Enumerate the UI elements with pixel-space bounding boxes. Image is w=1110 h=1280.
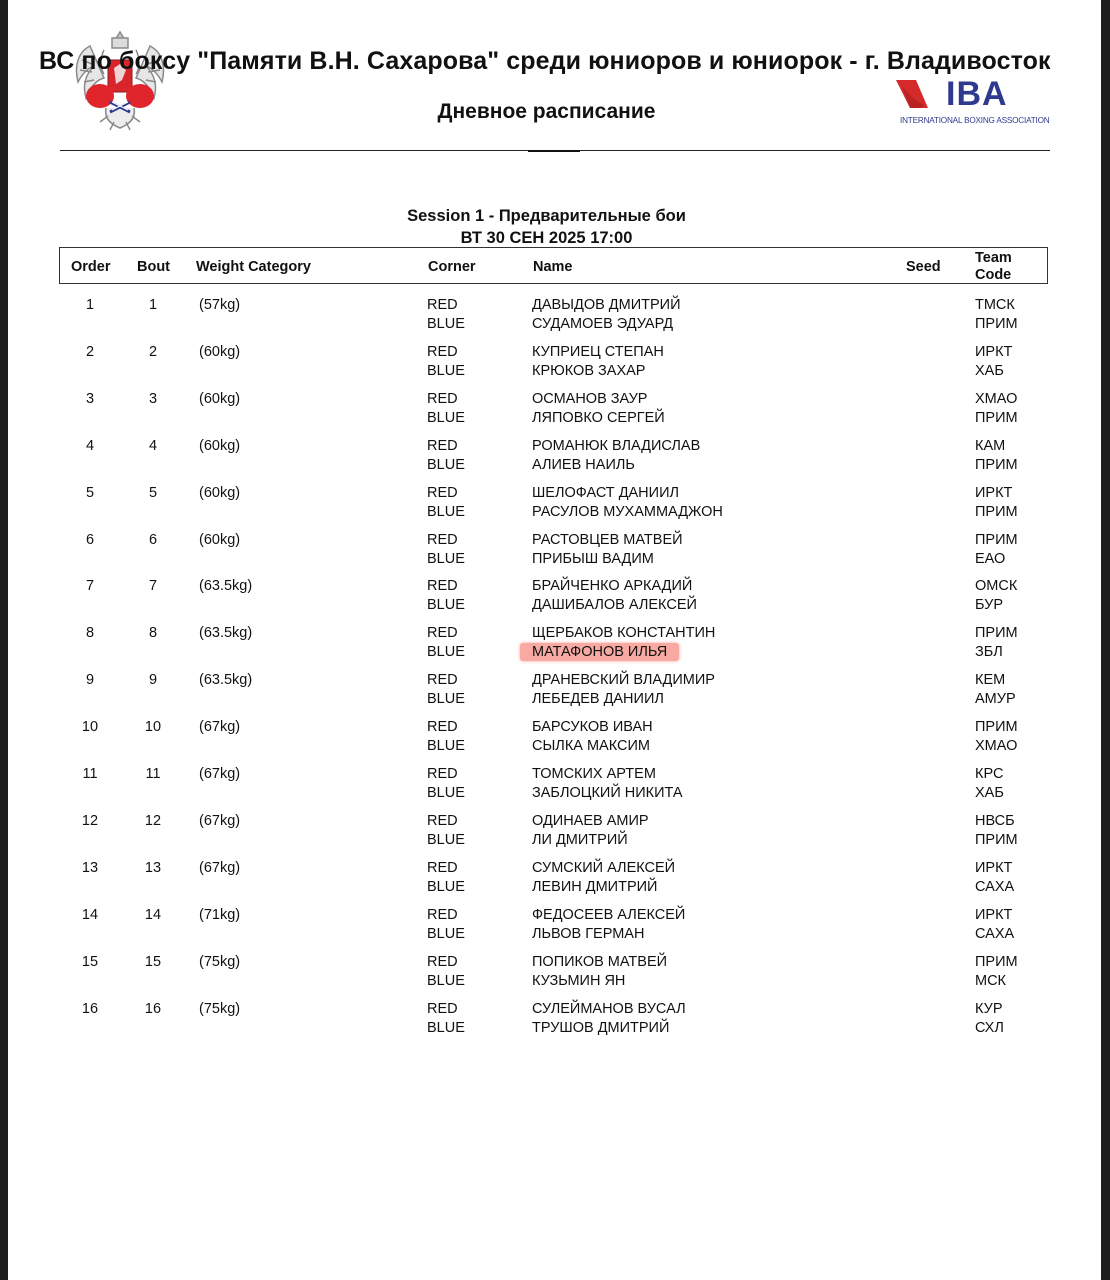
corner-cell bbox=[427, 671, 465, 708]
order-cell: 11 bbox=[82, 766, 98, 782]
col-header-name: Name bbox=[533, 259, 573, 275]
red-team-code: КЕМ bbox=[975, 672, 1006, 688]
table-row bbox=[8, 390, 1101, 436]
table-row bbox=[8, 531, 1101, 577]
bout-cell: 16 bbox=[144, 1001, 162, 1017]
order-cell: 14 bbox=[81, 907, 99, 923]
blue-boxer-name: ЗАБЛОЦКИЙ НИКИТА bbox=[532, 784, 683, 801]
blue-boxer-name: ЛЯПОВКО СЕРГЕЙ bbox=[532, 409, 665, 426]
red-boxer-name: БРАЙЧЕНКО АРКАДИЙ bbox=[532, 578, 693, 594]
corner-cell bbox=[427, 812, 465, 849]
team-code-cell bbox=[975, 577, 1017, 614]
blue-team-code: САХА bbox=[975, 925, 1015, 942]
team-code-cell bbox=[975, 296, 1018, 333]
blue-boxer-name: МАТАФОНОВ ИЛЬЯ bbox=[520, 643, 679, 661]
red-corner-label: RED bbox=[427, 578, 458, 594]
name-cell bbox=[532, 624, 715, 661]
name-cell bbox=[532, 671, 715, 708]
blue-team-code: АМУР bbox=[975, 690, 1016, 707]
red-team-code: ПРИМ bbox=[975, 625, 1018, 641]
order-cell: 4 bbox=[85, 438, 95, 454]
team-code-cell bbox=[975, 624, 1018, 661]
blue-corner-label: BLUE bbox=[427, 456, 465, 473]
order-cell: 8 bbox=[85, 625, 95, 641]
corner-cell bbox=[427, 296, 465, 333]
order-cell: 10 bbox=[81, 719, 99, 735]
name-cell bbox=[532, 296, 681, 333]
red-corner-label: RED bbox=[427, 625, 458, 641]
blue-team-code: ПРИМ bbox=[975, 409, 1018, 426]
team-code-cell bbox=[975, 953, 1018, 990]
table-row bbox=[8, 953, 1101, 999]
col-header-weight: Weight Category bbox=[196, 259, 311, 275]
red-boxer-name: ДРАНЕВСКИЙ ВЛАДИМИР bbox=[532, 672, 715, 688]
name-cell bbox=[532, 484, 723, 521]
weight-cell: (60kg) bbox=[199, 485, 241, 501]
order-cell: 9 bbox=[85, 672, 95, 688]
red-team-code: КУР bbox=[975, 1001, 1003, 1017]
red-boxer-name: СУМСКИЙ АЛЕКСЕЙ bbox=[532, 860, 676, 876]
blue-corner-label: BLUE bbox=[427, 878, 465, 895]
blue-corner-label: BLUE bbox=[427, 1019, 465, 1036]
blue-boxer-name: ЛЕВИН ДМИТРИЙ bbox=[532, 878, 658, 895]
session-name: Session 1 - Предварительные бои bbox=[407, 207, 686, 225]
corner-cell bbox=[427, 390, 465, 427]
table-row bbox=[8, 718, 1101, 764]
blue-team-code: МСК bbox=[975, 972, 1006, 989]
red-corner-label: RED bbox=[427, 344, 458, 360]
blue-corner-label: BLUE bbox=[427, 737, 465, 754]
red-team-code: ТМСК bbox=[975, 297, 1015, 313]
red-boxer-name: КУПРИЕЦ СТЕПАН bbox=[532, 344, 664, 360]
blue-boxer-name: ТРУШОВ ДМИТРИЙ bbox=[532, 1019, 670, 1036]
corner-cell bbox=[427, 343, 465, 380]
bout-cell: 9 bbox=[148, 672, 158, 688]
blue-corner-label: BLUE bbox=[427, 503, 465, 520]
team-code-cell bbox=[975, 484, 1018, 521]
corner-cell bbox=[427, 624, 465, 661]
table-row bbox=[8, 343, 1101, 389]
red-team-code: ИРКТ bbox=[975, 907, 1013, 923]
table-row bbox=[8, 906, 1101, 952]
table-row bbox=[8, 765, 1101, 811]
blue-boxer-name: СУДАМОЕВ ЭДУАРД bbox=[532, 315, 674, 332]
iba-logo bbox=[888, 75, 1058, 140]
red-corner-label: RED bbox=[427, 672, 458, 688]
red-team-code: ИРКТ bbox=[975, 860, 1013, 876]
weight-cell: (67kg) bbox=[199, 860, 241, 876]
bout-cell: 5 bbox=[148, 485, 158, 501]
red-team-code: КРС bbox=[975, 766, 1004, 782]
iba-logo-mark-icon bbox=[888, 78, 948, 110]
blue-boxer-name: ЛЬВОВ ГЕРМАН bbox=[532, 925, 645, 942]
order-cell: 3 bbox=[85, 391, 95, 407]
blue-boxer-name: ПРИБЫШ ВАДИМ bbox=[532, 550, 654, 567]
session-heading bbox=[8, 205, 1101, 249]
table-row bbox=[8, 624, 1101, 670]
corner-cell bbox=[427, 1000, 465, 1037]
bout-cell: 6 bbox=[148, 532, 158, 548]
blue-corner-label: BLUE bbox=[427, 784, 465, 801]
red-corner-label: RED bbox=[427, 719, 458, 735]
header-divider-accent bbox=[528, 150, 580, 152]
order-cell: 16 bbox=[81, 1001, 99, 1017]
red-corner-label: RED bbox=[427, 907, 458, 923]
red-boxer-name: ЩЕРБАКОВ КОНСТАНТИН bbox=[532, 625, 716, 641]
weight-cell: (60kg) bbox=[199, 438, 241, 454]
corner-cell bbox=[427, 484, 465, 521]
weight-cell: (63.5kg) bbox=[199, 625, 253, 641]
red-team-code: ПРИМ bbox=[975, 954, 1018, 970]
team-code-cell bbox=[975, 531, 1018, 568]
blue-team-code: ХАБ bbox=[975, 362, 1004, 379]
bout-cell: 4 bbox=[148, 438, 158, 454]
bout-cell: 3 bbox=[148, 391, 158, 407]
order-cell: 6 bbox=[85, 532, 95, 548]
bout-cell: 11 bbox=[145, 766, 161, 782]
corner-cell bbox=[427, 437, 465, 474]
federation-emblem-logo bbox=[60, 24, 180, 136]
red-boxer-name: ПОПИКОВ МАТВЕЙ bbox=[532, 954, 668, 970]
order-cell: 7 bbox=[85, 578, 95, 594]
corner-cell bbox=[427, 859, 465, 896]
weight-cell: (75kg) bbox=[199, 954, 241, 970]
red-corner-label: RED bbox=[427, 954, 458, 970]
col-header-team-code bbox=[975, 250, 1012, 284]
bout-cell: 2 bbox=[148, 344, 158, 360]
weight-cell: (60kg) bbox=[199, 391, 241, 407]
blue-team-code: ПРИМ bbox=[975, 456, 1018, 473]
blue-team-code: ЗБЛ bbox=[975, 643, 1003, 660]
table-row bbox=[8, 296, 1101, 342]
blue-corner-label: BLUE bbox=[427, 315, 465, 332]
document-page bbox=[8, 0, 1101, 1280]
col-header-team-line1: Team bbox=[975, 250, 1012, 266]
weight-cell: (67kg) bbox=[199, 719, 241, 735]
red-corner-label: RED bbox=[427, 532, 458, 548]
weight-cell: (63.5kg) bbox=[199, 578, 253, 594]
name-cell bbox=[532, 859, 675, 896]
weight-cell: (67kg) bbox=[199, 813, 241, 829]
weight-cell: (67kg) bbox=[199, 766, 241, 782]
blue-boxer-name: АЛИЕВ НАИЛЬ bbox=[532, 456, 635, 473]
name-cell bbox=[532, 390, 665, 427]
corner-cell bbox=[427, 531, 465, 568]
col-header-bout: Bout bbox=[137, 259, 171, 275]
blue-boxer-name: ЛИ ДМИТРИЙ bbox=[532, 831, 628, 848]
document-title: ВС по боксу "Памяти В.Н. Сахарова" среди юниоров и юниорок - г. Владивосток bbox=[39, 47, 1051, 75]
red-corner-label: RED bbox=[427, 391, 458, 407]
red-team-code: КАМ bbox=[975, 438, 1006, 454]
bout-cell: 12 bbox=[144, 813, 162, 829]
bout-cell: 14 bbox=[144, 907, 162, 923]
order-cell: 1 bbox=[85, 297, 95, 313]
corner-cell bbox=[427, 577, 465, 614]
blue-team-code: ПРИМ bbox=[975, 315, 1018, 332]
blue-boxer-name: ЛЕБЕДЕВ ДАНИИЛ bbox=[532, 690, 664, 707]
team-code-cell bbox=[975, 1000, 1004, 1037]
name-cell bbox=[532, 343, 664, 380]
team-code-cell bbox=[975, 390, 1018, 427]
corner-cell bbox=[427, 765, 465, 802]
corner-cell bbox=[427, 906, 465, 943]
table-row bbox=[8, 859, 1101, 905]
order-cell: 15 bbox=[81, 954, 99, 970]
blue-corner-label: BLUE bbox=[427, 643, 465, 660]
col-header-team-line2: Code bbox=[975, 267, 1012, 283]
name-cell bbox=[532, 906, 685, 943]
name-cell bbox=[532, 718, 653, 755]
blue-corner-label: BLUE bbox=[427, 362, 465, 379]
team-code-cell bbox=[975, 906, 1014, 943]
red-team-code: ПРИМ bbox=[975, 719, 1018, 735]
name-cell bbox=[532, 1000, 686, 1037]
blue-corner-label: BLUE bbox=[427, 409, 465, 426]
blue-team-code: БУР bbox=[975, 596, 1004, 613]
blue-team-code: ХАБ bbox=[975, 784, 1004, 801]
red-corner-label: RED bbox=[427, 485, 458, 501]
order-cell: 12 bbox=[81, 813, 99, 829]
col-header-seed: Seed bbox=[906, 259, 941, 275]
red-boxer-name: РАСТОВЦЕВ МАТВЕЙ bbox=[532, 532, 683, 548]
name-cell bbox=[532, 812, 649, 849]
blue-corner-label: BLUE bbox=[427, 550, 465, 567]
red-boxer-name: ОСМАНОВ ЗАУР bbox=[532, 391, 648, 407]
blue-boxer-name: РАСУЛОВ МУХАММАДЖОН bbox=[532, 503, 723, 520]
team-code-cell bbox=[975, 765, 1004, 802]
weight-cell: (75kg) bbox=[199, 1001, 241, 1017]
table-row bbox=[8, 437, 1101, 483]
weight-cell: (57kg) bbox=[199, 297, 241, 313]
bout-cell: 13 bbox=[144, 860, 162, 876]
blue-team-code: СХЛ bbox=[975, 1019, 1004, 1036]
team-code-cell bbox=[975, 671, 1016, 708]
weight-cell: (63.5kg) bbox=[199, 672, 253, 688]
bout-cell: 1 bbox=[148, 297, 158, 313]
team-code-cell bbox=[975, 343, 1012, 380]
red-team-code: ИРКТ bbox=[975, 485, 1013, 501]
red-team-code: НВСБ bbox=[975, 813, 1015, 829]
red-corner-label: RED bbox=[427, 813, 458, 829]
document-subtitle-text: Дневное расписание bbox=[437, 100, 656, 123]
blue-corner-label: BLUE bbox=[427, 690, 465, 707]
corner-cell bbox=[427, 953, 465, 990]
bout-cell: 8 bbox=[148, 625, 158, 641]
red-boxer-name: ТОМСКИХ АРТЕМ bbox=[532, 766, 656, 782]
blue-team-code: ХМАО bbox=[975, 737, 1018, 754]
team-code-cell bbox=[975, 718, 1018, 755]
blue-boxer-name: СЫЛКА МАКСИМ bbox=[532, 737, 650, 754]
table-row bbox=[8, 1000, 1101, 1046]
red-corner-label: RED bbox=[427, 1001, 458, 1017]
table-row bbox=[8, 812, 1101, 858]
red-boxer-name: ФЕДОСЕЕВ АЛЕКСЕЙ bbox=[532, 907, 686, 923]
team-code-cell bbox=[975, 812, 1018, 849]
red-boxer-name: БАРСУКОВ ИВАН bbox=[532, 719, 653, 735]
red-boxer-name: СУЛЕЙМАНОВ ВУСАЛ bbox=[532, 1001, 686, 1017]
red-boxer-name: ДАВЫДОВ ДМИТРИЙ bbox=[532, 297, 681, 313]
table-row bbox=[8, 484, 1101, 530]
red-boxer-name: ШЕЛОФАСТ ДАНИИЛ bbox=[532, 485, 680, 501]
blue-boxer-name: КРЮКОВ ЗАХАР bbox=[532, 362, 646, 379]
blue-corner-label: BLUE bbox=[427, 925, 465, 942]
blue-corner-label: BLUE bbox=[427, 596, 465, 613]
blue-team-code: ЕАО bbox=[975, 550, 1006, 567]
iba-logo-text: IBA bbox=[946, 75, 1008, 113]
weight-cell: (71kg) bbox=[199, 907, 241, 923]
red-team-code: ХМАО bbox=[975, 391, 1018, 407]
team-code-cell bbox=[975, 859, 1014, 896]
red-corner-label: RED bbox=[427, 860, 458, 876]
blue-team-code: ПРИМ bbox=[975, 503, 1018, 520]
name-cell bbox=[532, 765, 683, 802]
weight-cell: (60kg) bbox=[199, 344, 241, 360]
table-row bbox=[8, 577, 1101, 623]
order-cell: 5 bbox=[85, 485, 95, 501]
col-header-corner: Corner bbox=[428, 259, 476, 275]
blue-team-code: ПРИМ bbox=[975, 831, 1018, 848]
iba-logo-subtext: INTERNATIONAL BOXING ASSOCIATION bbox=[900, 116, 1050, 125]
team-code-cell bbox=[975, 437, 1018, 474]
red-boxer-name: РОМАНЮК ВЛАДИСЛАВ bbox=[532, 438, 701, 454]
bout-cell: 15 bbox=[144, 954, 162, 970]
order-cell: 13 bbox=[81, 860, 99, 876]
bout-cell: 10 bbox=[144, 719, 162, 735]
red-corner-label: RED bbox=[427, 438, 458, 454]
red-team-code: ОМСК bbox=[975, 578, 1018, 594]
table-row bbox=[8, 671, 1101, 717]
eagle-emblem-icon bbox=[60, 24, 180, 136]
red-corner-label: RED bbox=[427, 297, 458, 313]
red-team-code: ПРИМ bbox=[975, 532, 1018, 548]
name-cell bbox=[532, 437, 700, 474]
blue-corner-label: BLUE bbox=[427, 972, 465, 989]
bout-cell: 7 bbox=[148, 578, 158, 594]
session-datetime: ВТ 30 СЕН 2025 17:00 bbox=[460, 229, 633, 247]
red-team-code: ИРКТ bbox=[975, 344, 1013, 360]
red-corner-label: RED bbox=[427, 766, 458, 782]
red-boxer-name: ОДИНАЕВ АМИР bbox=[532, 813, 649, 829]
blue-corner-label: BLUE bbox=[427, 831, 465, 848]
name-cell bbox=[532, 577, 697, 614]
weight-cell: (60kg) bbox=[199, 532, 241, 548]
blue-boxer-name: КУЗЬМИН ЯН bbox=[532, 972, 626, 989]
table-header bbox=[59, 247, 1048, 284]
name-cell bbox=[532, 953, 667, 990]
blue-team-code: САХА bbox=[975, 878, 1015, 895]
name-cell bbox=[532, 531, 683, 568]
blue-boxer-name: ДАШИБАЛОВ АЛЕКСЕЙ bbox=[532, 596, 697, 613]
order-cell: 2 bbox=[85, 344, 95, 360]
corner-cell bbox=[427, 718, 465, 755]
col-header-order: Order bbox=[71, 259, 111, 275]
